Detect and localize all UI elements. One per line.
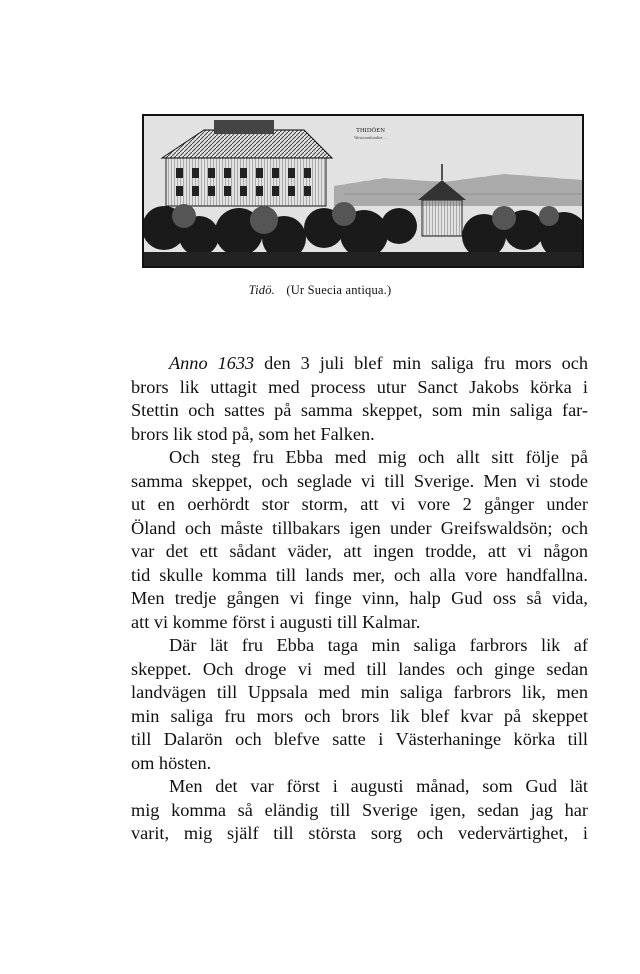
text-line: att vi komme först i augusti till Kalmar.	[131, 611, 421, 632]
text-line: brors lik stod på, som het Falken.	[131, 423, 375, 444]
engraving-inscription-sub: Westmanlandiæ ...	[354, 135, 387, 140]
castle-engraving-image	[144, 116, 582, 266]
text-line: skeppet. Och droge vi med till landes och ginge sedan	[131, 658, 588, 679]
text-line: till Dalarön och blefve satte i Västerhaninge körka till	[131, 729, 588, 749]
text-line: var det ett sådant väder, att ingen trodde, att vi någon	[131, 541, 588, 561]
text-line: landvägen till Uppsala med min saliga farbrors lik, men	[131, 682, 588, 702]
caption-source: (Ur Suecia antiqua.)	[286, 283, 392, 297]
text-line: Men det var först i augusti månad, som Gud lät	[169, 776, 588, 796]
text-line: Men tredje gången vi finge vinn, halp Gud oss så vida,	[131, 588, 588, 608]
text-line: varit, mig själf till största sorg och vedervärtighet, i	[131, 823, 588, 843]
engraving-illustration	[142, 114, 584, 268]
body-text	[131, 352, 588, 846]
text-line: samma skeppet, och seglade vi till Sverige. Men vi stode	[131, 470, 588, 491]
text-line: Stettin och sattes på samma skeppet, som min saliga far-	[131, 400, 588, 420]
text-line: Anno 1633 den 3 juli blef min saliga fru mors och	[169, 353, 588, 373]
text-line: tid skulle komma till lands mer, och alla vore handfallna.	[131, 564, 588, 585]
text-line: om hösten.	[131, 752, 212, 773]
text-line: brors lik uttagit med process utur Sanct Jakobs körka i	[131, 376, 588, 397]
text-line: min saliga fru mors och brors lik blef kvar på skeppet	[131, 705, 588, 726]
text-line: Öland och måste tillbakars igen under Greifswaldsön; och	[131, 517, 588, 538]
text-line: Där lät fru Ebba taga min saliga farbrors lik af	[169, 635, 588, 655]
figure-caption	[0, 283, 640, 298]
text-line: ut en oerhördt stor storm, att vi vore 2 gånger under	[131, 494, 588, 514]
text-line: Och steg fru Ebba med mig och allt sitt följe på	[169, 447, 588, 467]
text-line: mig komma så eländig till Sverige igen, sedan jag har	[131, 799, 588, 820]
anno-date: Anno 1633	[169, 353, 255, 373]
engraving-inscription: THIDÖEN	[356, 127, 385, 134]
caption-place: Tidö.	[248, 283, 276, 297]
